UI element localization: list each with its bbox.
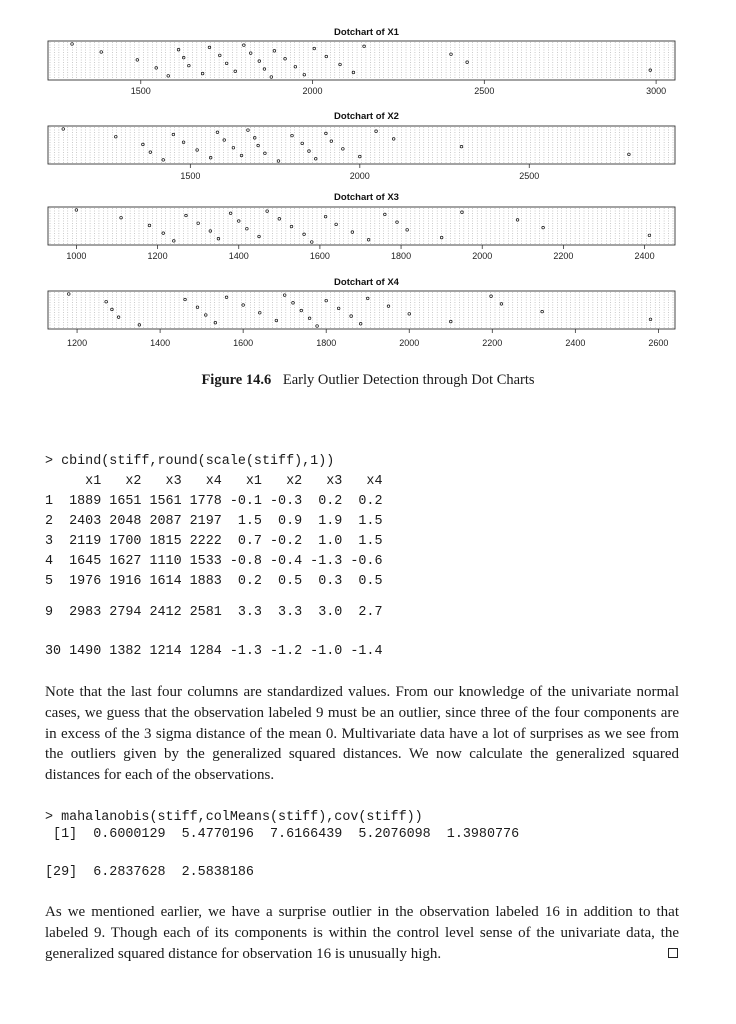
data-point (75, 209, 78, 212)
axis-tick-label: 1400 (228, 251, 249, 261)
data-point (303, 73, 306, 76)
data-point (387, 305, 390, 308)
data-point (162, 232, 165, 235)
data-point (188, 64, 191, 67)
cbind-row-9: 9 2983 2794 2412 2581 3.3 3.3 3.0 2.7 (45, 605, 383, 620)
data-point (541, 310, 544, 313)
data-point (384, 213, 387, 216)
axis-tick-label: 2000 (349, 171, 370, 181)
data-point (292, 302, 295, 305)
data-point (308, 317, 311, 320)
axis-tick-label: 2000 (472, 251, 493, 261)
data-point (229, 212, 232, 215)
data-point (67, 293, 70, 296)
data-point (197, 222, 200, 225)
data-point (301, 142, 304, 145)
data-point (367, 238, 370, 241)
paragraph-standardized: Note that the last four columns are standardized values. From our knowledge of the univariate normal cases, we guess that the observation labeled 9 must be an outlier, since three of the four components are in excess of the 3 sigma distance of the mean 0. Multivariate data have a lot of surprises as we see from the outliers given by the generalized squared distances. We now calculate the generalized squared distances for each of the observations. (45, 684, 679, 784)
mahalanobis-output-1: [1] 0.6000129 5.4770196 7.6166439 5.2076098 1.3980776 (45, 827, 520, 842)
mahalanobis-command: > mahalanobis(stiff,colMeans(stiff),cov(stiff)) (45, 810, 423, 825)
data-point (450, 53, 453, 56)
data-point (196, 306, 199, 309)
axis-tick-label: 1200 (67, 338, 88, 348)
data-point (185, 214, 188, 217)
data-point (294, 65, 297, 68)
axis-tick-label: 1000 (66, 251, 87, 261)
data-point (628, 153, 631, 156)
data-point (177, 48, 180, 51)
data-point (225, 62, 228, 65)
data-point (217, 237, 220, 240)
data-point (234, 70, 237, 73)
data-point (325, 55, 328, 58)
data-point (649, 69, 652, 72)
data-point (359, 155, 362, 158)
cbind-row: 2 2403 2048 2087 2197 1.5 0.9 1.9 1.5 (45, 514, 383, 529)
mahalanobis-output-29: [29] 6.2837628 2.5838186 (45, 865, 254, 880)
axis-tick-label: 1200 (147, 251, 168, 261)
data-point (300, 309, 303, 312)
data-point (342, 148, 345, 151)
dot-charts-figure (0, 0, 736, 360)
data-point (325, 299, 328, 302)
data-point (392, 138, 395, 141)
data-point (100, 51, 103, 54)
cbind-command: > cbind(stiff,round(scale(stiff),1)) (45, 454, 335, 469)
axis-tick-label: 2200 (553, 251, 574, 261)
data-point (167, 75, 170, 78)
data-point (460, 145, 463, 148)
data-point (303, 233, 306, 236)
data-point (324, 215, 327, 218)
data-point (278, 218, 281, 221)
data-point (375, 130, 378, 133)
data-point (237, 220, 240, 223)
chart-title: Dotchart of X1 (334, 27, 399, 38)
axis-tick-label: 2500 (519, 171, 540, 181)
axis-tick-label: 1600 (233, 338, 254, 348)
data-point (363, 45, 366, 48)
axis-tick-label: 1500 (180, 171, 201, 181)
data-point (136, 59, 139, 62)
data-point (149, 151, 152, 154)
figure-caption (0, 372, 736, 389)
axis-tick-label: 2000 (399, 338, 420, 348)
data-point (648, 234, 651, 237)
data-point (366, 297, 369, 300)
axis-tick-label: 2400 (634, 251, 655, 261)
axis-tick-label: 1600 (309, 251, 330, 261)
cbind-row: 5 1976 1916 1614 1883 0.2 0.5 0.3 0.5 (45, 574, 383, 589)
data-point (273, 50, 276, 53)
data-point (314, 157, 317, 160)
data-point (542, 226, 545, 229)
cbind-row: 1 1889 1651 1561 1778 -0.1 -0.3 0.2 0.2 (45, 494, 383, 509)
data-point (258, 311, 261, 314)
data-point (242, 304, 245, 307)
data-point (335, 223, 338, 226)
axis-tick-label: 3000 (646, 86, 667, 96)
end-of-proof-square (668, 948, 678, 958)
figure-caption-label: Figure 14.6 (201, 372, 272, 388)
data-point (105, 300, 108, 303)
data-point (291, 134, 294, 137)
data-point (408, 313, 411, 316)
data-point (263, 68, 266, 71)
data-point (330, 140, 333, 143)
data-point (243, 44, 246, 47)
cbind-row-30: 30 1490 1382 1214 1284 -1.3 -1.2 -1.0 -1.4 (45, 644, 383, 659)
chart-title: Dotchart of X4 (334, 277, 399, 288)
figure-caption-text: Early Outlier Detection through Dot Charts (282, 372, 535, 388)
data-point (216, 131, 219, 134)
data-point (461, 211, 464, 214)
data-point (264, 152, 267, 155)
axis-tick-label: 1800 (391, 251, 412, 261)
data-point (275, 319, 278, 322)
chart-title: Dotchart of X2 (334, 111, 399, 122)
axis-tick-label: 2500 (474, 86, 495, 96)
data-point (162, 159, 165, 162)
axis-tick-label: 1400 (150, 338, 171, 348)
data-point (310, 241, 313, 244)
data-point (308, 150, 311, 153)
paragraph-surprise-outlier: As we mentioned earlier, we have a surprise outlier in the observation labeled 16 in addition to that labeled 9. Though each of its components is within the control level sense of the univariate data, the generalized squared distance for observation 16 is unusually high. (45, 904, 679, 962)
data-point (490, 295, 493, 298)
axis-tick-label: 1800 (316, 338, 337, 348)
cbind-row: 3 2119 1700 1815 2222 0.7 -0.2 1.0 1.5 (45, 534, 383, 549)
data-point (270, 76, 273, 79)
axis-tick-label: 2000 (302, 86, 323, 96)
data-point (359, 322, 362, 325)
data-point (184, 298, 187, 301)
chart-title: Dotchart of X3 (334, 192, 399, 203)
data-point (284, 57, 287, 60)
axis-tick-label: 2600 (648, 338, 669, 348)
data-point (142, 143, 145, 146)
data-point (350, 315, 353, 318)
data-point (337, 307, 340, 310)
data-point (114, 135, 117, 138)
data-point (138, 324, 141, 327)
data-point (313, 47, 316, 50)
data-point (225, 296, 228, 299)
data-point (247, 129, 250, 132)
data-point (449, 320, 452, 323)
data-point (257, 144, 260, 147)
data-point (155, 67, 158, 70)
cbind-header: x1 x2 x3 x4 x1 x2 x3 x4 (45, 474, 383, 489)
axis-tick-label: 1500 (130, 86, 151, 96)
data-point (172, 133, 175, 136)
data-point (196, 149, 199, 152)
cbind-row: 4 1645 1627 1110 1533 -0.8 -0.4 -1.3 -0.6 (45, 554, 383, 569)
data-point (111, 308, 114, 311)
data-point (277, 160, 280, 163)
data-point (406, 229, 409, 232)
data-point (283, 294, 286, 297)
axis-tick-label: 2200 (482, 338, 503, 348)
data-point (290, 225, 293, 228)
data-point (249, 52, 252, 55)
data-point (500, 303, 503, 306)
data-point (117, 316, 120, 319)
data-point (148, 224, 151, 227)
axis-tick-label: 2400 (565, 338, 586, 348)
data-point (516, 219, 519, 222)
data-point (209, 156, 212, 159)
data-point (201, 72, 204, 75)
data-point (339, 63, 342, 66)
